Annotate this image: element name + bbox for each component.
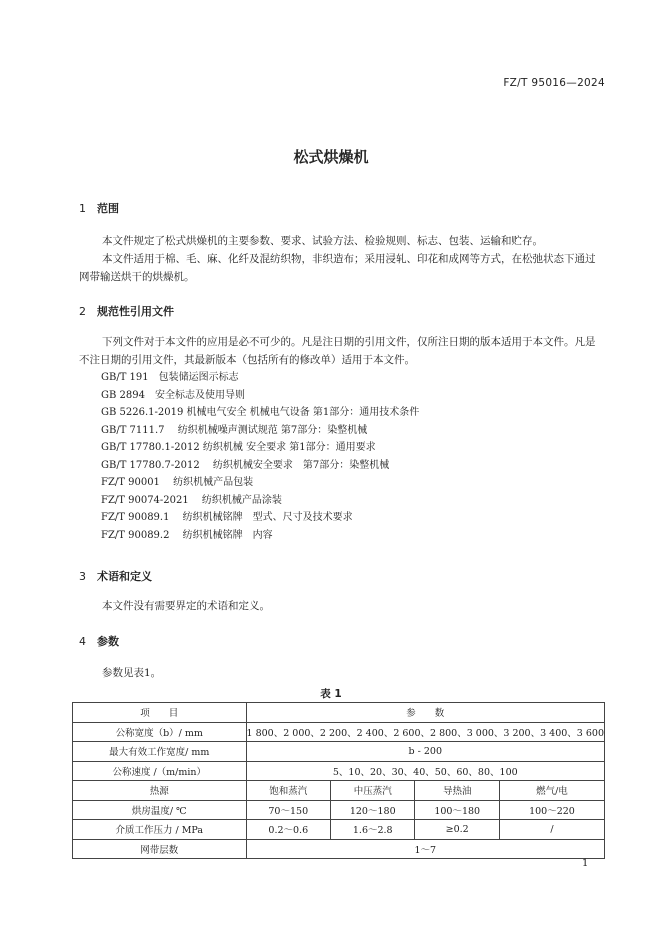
document-title: 松式烘燥机 [293,148,369,166]
table-cell-label: 最大有效工作宽度/ mm [73,742,247,762]
section-4-heading [79,633,119,649]
table-cell: 5、10、20、30、40、50、60、80、100 [246,761,604,781]
section-1-heading [79,200,119,216]
table-cell-label: 介质工作压力 / MPa [73,820,247,840]
table-cell: 70～150 [246,800,330,820]
table-cell: 1 800、2 000、2 200、2 400、2 600、2 800、3 000、3 200、3 400、3 600 [246,722,604,742]
table-row [73,820,605,840]
section-number: 4 [79,635,86,648]
table-header-cell: 参 数 [246,703,604,723]
table-row [73,742,605,762]
table-cell: 燃气/电 [499,781,604,801]
table-row [73,781,605,801]
parameters-table [72,702,605,859]
reference-item: FZ/T 90089.2 纺织机械铭牌 内容 [101,529,273,541]
section-1-paragraph-2: 本文件适用于棉、毛、麻、化纤及混纺织物，非织造布；采用浸轧、印花和成网等方式，在松弛状态下通过网带输送烘干的烘燥机。 [79,253,596,283]
reference-list [101,369,419,544]
table-cell: 中压蒸汽 [331,781,415,801]
section-number: 2 [79,305,86,318]
reference-item: GB 5226.1-2019 机械电气安全 机械电气设备 第1部分：通用技术条件 [101,407,420,418]
section-2-heading [79,303,174,319]
table-cell: ≥0.2 [415,820,499,840]
table-cell: 1.6～2.8 [331,820,415,840]
reference-item: GB 2894 安全标志及使用导则 [101,389,245,401]
section-title: 参数 [97,635,119,648]
table-caption: 表 1 [320,688,342,700]
section-4-paragraph-1: 参数见表1。 [102,667,162,679]
table-cell-label: 公称速度 /（m/min） [73,761,247,781]
table-cell: 导热油 [415,781,499,801]
table-cell: / [499,820,604,840]
section-3-paragraph-1: 本文件没有需要界定的术语和定义。 [102,600,270,612]
section-title: 术语和定义 [97,570,152,583]
reference-item: GB/T 191 包装储运图示标志 [101,372,239,383]
table-cell: 100～220 [499,800,604,820]
table-row [73,761,605,781]
page-number: 1 [582,858,589,869]
reference-item: FZ/T 90001 纺织机械产品包装 [101,477,254,488]
reference-item: FZ/T 90089.1 纺织机械铭牌 型式、尺寸及技术要求 [101,512,353,523]
table-cell: 100～180 [415,800,499,820]
table-header-cell: 项 目 [73,703,247,723]
section-title: 规范性引用文件 [97,305,174,318]
section-3-heading [79,568,152,584]
table-cell: b - 200 [246,742,604,762]
table-cell-label: 热源 [73,781,247,801]
table-header-row [73,703,605,723]
section-1-paragraph-1: 本文件规定了松式烘燥机的主要参数、要求、试验方法、检验规则、标志、包装、运输和贮存。 [102,235,543,247]
reference-item: GB/T 17780.1-2012 纺织机械 安全要求 第1部分：通用要求 [101,442,376,453]
table-cell-label: 网带层数 [73,839,247,859]
reference-item: GB/T 7111.7 纺织机械噪声测试规范 第7部分：染整机械 [101,424,368,436]
section-title: 范围 [97,202,119,215]
table-cell-label: 公称宽度（b）/ mm [73,722,247,742]
table-row [73,722,605,742]
section-number: 3 [79,570,86,583]
reference-item: GB/T 17780.7-2012 纺织机械安全要求 第7部分：染整机械 [101,459,390,471]
reference-item: FZ/T 90074-2021 纺织机械产品涂装 [101,494,282,506]
table-row [73,839,605,859]
table-cell: 饱和蒸汽 [246,781,330,801]
table-cell-label: 烘房温度/ ℃ [73,800,247,820]
section-2-paragraph-1: 下列文件对于本文件的应用是必不可少的。凡是注日期的引用文件，仅所注日期的版本适用于本文件。凡是不注日期的引用文件，其最新版本（包括所有的修改单）适用于本文件。 [79,336,596,366]
table-cell: 0.2～0.6 [246,820,330,840]
table-cell: 1～7 [246,839,604,859]
standard-number: FZ/T 95016—2024 [503,77,605,89]
section-number: 1 [79,202,86,215]
table-cell: 120～180 [331,800,415,820]
table-row [73,800,605,820]
